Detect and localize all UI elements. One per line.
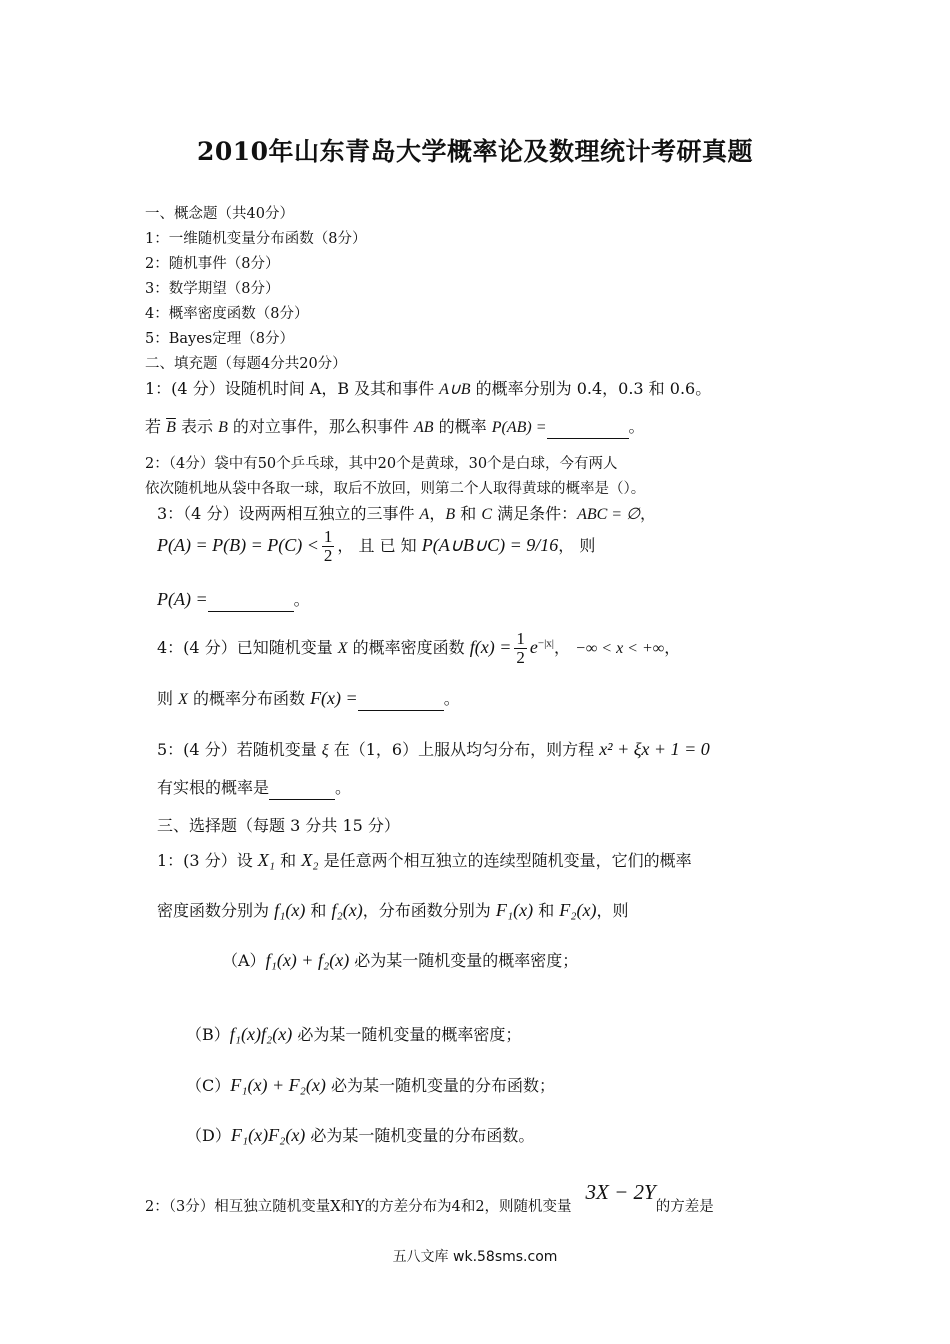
section-1-item-4: 4：概率密度函数（8分） [145,306,309,322]
fill-q5-line2: 有实根的概率是 。 [157,775,351,800]
choice-option-c: （C）F₁(x) + F₂(x) 必为某一随机变量的分布函数； [186,1075,555,1095]
choice-q1-line2: 密度函数分别为 f₁(x) 和 f₂(x)，分布函数分别为 F₁(x) 和 F₂(x)，则 [157,900,629,920]
fill-q2-line2: 依次随机地从袋中各取一球，取后不放回，则第二个人取得黄球的概率是（）。 [145,481,646,497]
section-1-heading: 一、概念题（共40分） [145,206,294,222]
fill-q2-line1: 2：（4分）袋中有50个乒乓球，其中20个是黄球，30个是白球，今有两人 [145,456,618,472]
choice-option-b: （B）f₁(x)f₂(x) 必为某一随机变量的概率密度； [186,1024,522,1044]
section-1-item-2: 2：随机事件（8分） [145,256,280,272]
answer-blank [358,691,444,711]
choice-q2: 2：（3分）相互独立随机变量X和Y的方差分布为4和2，则随机变量3X − 2Y的方差是 [145,1180,714,1215]
choice-q1-line1: 1：(3 分）设 X₁ 和 X₂ 是任意两个相互独立的连续型随机变量，它们的概率 [157,850,692,870]
fraction-one-half: $\frac{1}{2}$ [516,629,525,667]
fill-q5-line1: 5：(4 分）若随机变量 ξ 在（1，6）上服从均匀分布，则方程 x² + ξx + 1 = 0 [157,739,710,759]
answer-blank [208,592,294,612]
fraction-one-half: $\frac{1}{2}$ [323,527,333,565]
footer-watermark: 五八文库 wk.58sms.com [392,1249,558,1265]
fill-q3-line3: P(A) = 。 [157,587,310,612]
choice-option-a: （A）f₁(x) + f₂(x) 必为某一随机变量的概率密度； [222,950,579,970]
fill-q4-line2: 则 X 的概率分布函数 F(x) = 。 [157,686,460,711]
page-title: 2010年山东青岛大学概率论及数理统计考研真题 [196,137,754,166]
section-3-heading: 三、选择题（每题 3 分共 15 分） [157,816,400,835]
math-union: A∪B [439,381,471,398]
fill-q4-line1: 4：(4 分）已知随机变量 X 的概率密度函数 f(x) = $\frac{1}{2}$ $e^{-|x|}$， −∞ < x < +∞， [157,629,681,667]
fill-q1-line2: 若 $\overline{B}$ 表示 B 的对立事件，那么积事件 AB 的概率 P(AB) = 。 [145,414,645,439]
fill-q3-line2: P(A) = P(B) = P(C) < $\frac{1}{2}$ ， 且 已 知 P(A∪B∪C) = 9/16， 则 [157,527,596,565]
section-1-item-5: 5：Bayes定理（8分） [145,331,294,347]
section-1-item-1: 1：一维随机变量分布函数（8分） [145,231,367,247]
section-2-heading: 二、填充题（每题4分共20分） [145,356,347,372]
section-1-item-3: 3：数学期望（8分） [145,281,280,297]
answer-blank [547,419,629,439]
answer-blank [269,780,335,800]
fill-q3-line1: 3：（4 分）设两两相互独立的三事件 A，B 和 C 满足条件：ABC = ∅， [157,504,657,523]
choice-option-d: （D）F₁(x)F₂(x) 必为某一随机变量的分布函数。 [186,1125,535,1145]
fill-q1-line1: 1：(4 分）设随机时间 A，B 及其和事件 A∪B 的概率分别为 0.4，0.3 和 0.6。 [145,379,712,398]
